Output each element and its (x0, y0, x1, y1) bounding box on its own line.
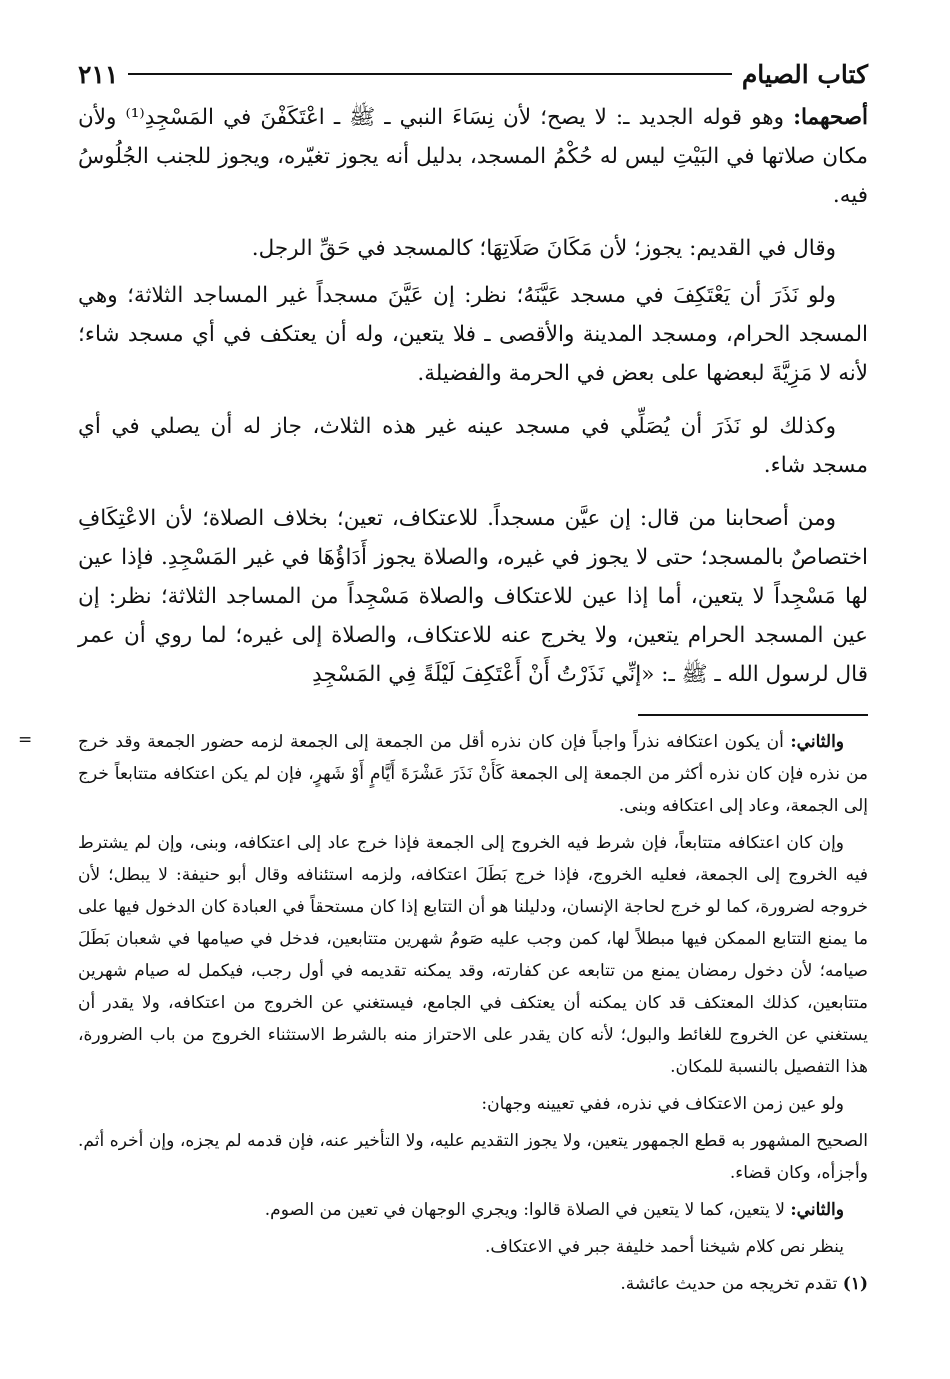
footnotes-section (18, 726, 868, 1300)
page-number: ٢١١ (78, 59, 119, 89)
note-1-lead: والثاني: (790, 732, 845, 752)
note-paragraph-1 (78, 726, 868, 822)
header-rule (128, 73, 732, 75)
book-title: كتاب الصيام (741, 59, 868, 89)
note-paragraph-5 (78, 1194, 868, 1226)
note-1-text: أن يكون اعتكافه نذراً واجباً فإن كان نذره أقل من الجمعة إلى الجمعة لزمه حضور الجمعة وقد خرج من نذره فإن كان نذره أكثر من الجمعة إلى الجمعة كَأَنْ نَذَرَ عَشْرَةَ أَيَّامٍ أَوْ شَهرٍ، فإن لم يكن اعتكافه متتابعاً خرج إلى الجمعة، وعاد إلى اعتكافه وبنى. (78, 732, 868, 816)
note-paragraph-3: ولو عين زمن الاعتكاف في نذره، ففي تعيينه وجهان: (481, 1094, 844, 1114)
footnote-number: (١) (842, 1274, 868, 1294)
paragraph-3: ولو نَذَرَ أن يَعْتَكِفَ في مسجد عَيَّنَهُ؛ نظر: إن عَيَّنَ مسجداً غير المساجد الثلاثة؛ وهي المسجد الحرام، ومسجد المدينة والأقصى ـ فلا يتعين، وله أن يعتكف في أي مسجد شاء؛ لأنه لا مَزِيَّةَ لبعضها على بعض في الحرمة والفضيلة. (78, 283, 868, 386)
paragraph-5: ومن أصحابنا من قال: إن عيَّن مسجداً. للاعتكاف، تعين؛ بخلاف الصلاة؛ لأن الاعْتِكَافِ اختصاصٌ بالمسجد؛ حتى لا يجوز في غيره، والصلاة يجوز أَدَاؤُهَا في غير المَسْجِدِ. فإذا عين لها مَسْجِداً لا يتعين، أما إذا عين للاعتكاف والصلاة مَسْجِداً من المساجد الثلاثة؛ نظر: إن عين المسجد الحرام يتعين، ولا يخرج عنه للاعتكاف، والصلاة إلى غيره؛ لما روي أن عمر قال لرسول الله ـ ﷺ ـ: «إنِّي نَذَرْتُ أَنْ أَعْتَكِفَ لَيْلَةً فِي المَسْجِدِ (78, 506, 868, 687)
main-text (78, 98, 868, 694)
note-paragraph-4: الصحيح المشهور به قطع الجمهور يتعين، ولا يجوز التقديم عليه، ولا التأخير عنه، فإن قدمه لم يجزه، وإن أخره أثم. وأجزأه، وكان قضاء. (78, 1131, 868, 1183)
running-header (78, 52, 868, 96)
footnote-text: تقدم تخريجه من حديث عائشة. (620, 1274, 838, 1294)
note-5-lead: والثاني: (790, 1200, 844, 1220)
footnote-1 (78, 1268, 868, 1300)
paragraph-2: وقال في القديم: يجوز؛ لأن مَكَانَ صَلَاتِهَا؛ كالمسجد في حَقِّ الرجل. (251, 236, 836, 261)
paragraph-1-text: وهو قوله الجديد ـ: لا يصح؛ لأن نِسَاءَ النبي ـ ﷺ ـ اعْتَكَفْنَ في المَسْجِدِ⁽¹⁾ ولأن مكان صلاتها في البَيْتِ ليس له حُكْمُ المسجد، بدليل أنه يجوز تغيّره، ويجوز للجنب الجُلُوسُ فيه. (78, 105, 868, 208)
book-page (18, 52, 868, 1300)
paragraph-1-lead: أصحهما: (793, 105, 868, 130)
paragraph-1 (78, 98, 868, 215)
continuation-mark: = (18, 730, 33, 750)
note-paragraph-2: وإن كان اعتكافه متتابعاً، فإن شرط فيه الخروج إلى الجمعة فإذا خرج عاد إلى اعتكافه، وبنى، وإن لم يشترط فيه الخروج إلى الجمعة، فعليه الخروج، فإذا خرج بَطَلَ اعتكافه، ولزمه استئنافه وقال أبو حنيفة: لا يبطل؛ لأن خروجه لضرورة، كما لو خرج لحاجة الإنسان، ودليلنا هو أن التتابع إذا كان مستحقاً في العبادة كان الدخول فيها على ما يمنع التتابع الممكن فيها مبطلاً لها، كمن وجب عليه صَومُ شهرين متتابعين، فدخل في صيامها في شعبان بَطَلَ صيامه؛ لأن دخول رمضان يمنع من تتابعه عن كفارته، وقد يمكنه تقديمه في أول رجب، فيكمل له صيام شهرين متتابعين، كذلك المعتكف قد كان يمكنه أن يعتكف في الجامع، فيستغني عن الخروج من اعتكافه، ولا يقدر أن يستغني عن الخروج للغائط والبول؛ لأنه كان يقدر على الاحتراز منه بالشرط الاستثناء الخروج من باب الضرورة، هذا التفصيل بالنسبة للمكان. (78, 833, 868, 1077)
paragraph-4: وكذلك لو نَذَرَ أن يُصَلِّي في مسجد عينه غير هذه الثلاث، جاز له أن يصلي في أي مسجد شاء. (78, 414, 868, 478)
note-paragraph-6: ينظر نص كلام شيخنا أحمد خليفة جبر في الاعتكاف. (485, 1237, 844, 1257)
footnote-separator (638, 714, 868, 716)
note-5-text: لا يتعين، كما لا يتعين في الصلاة قالوا: ويجري الوجهان في تعين من الصوم. (264, 1200, 785, 1220)
